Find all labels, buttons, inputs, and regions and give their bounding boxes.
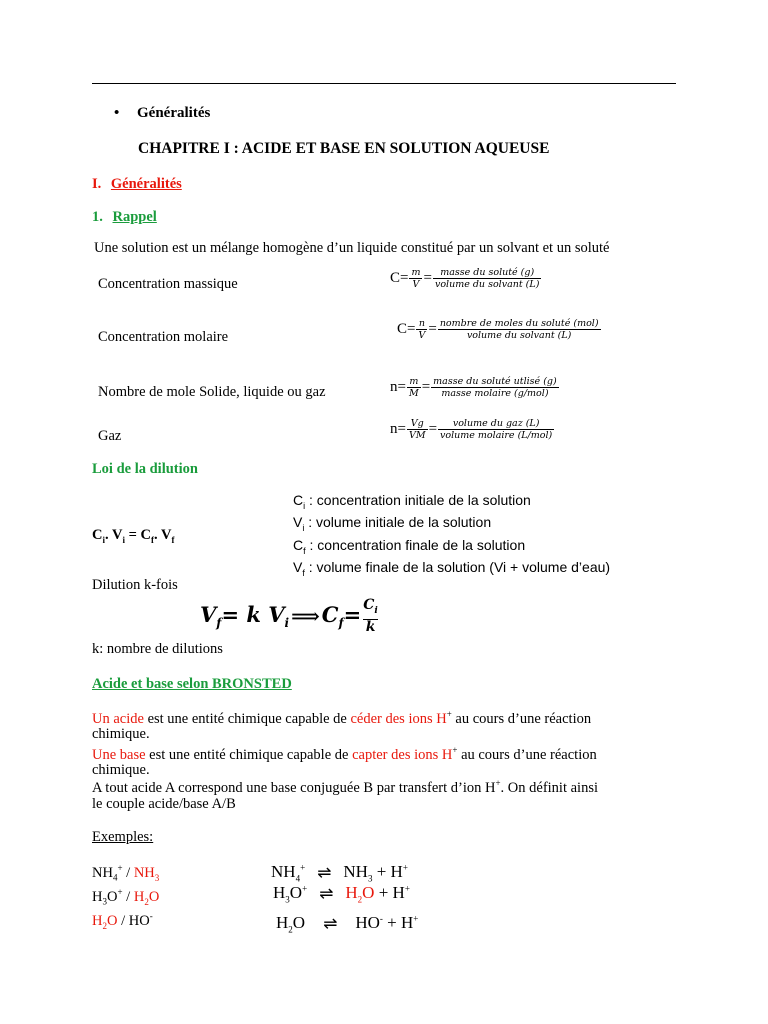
intro-text: Une solution est un mélange homogène d’un liquide constitué par un solvant et un soluté bbox=[94, 240, 610, 256]
equilibrium-nh4: $NH_4^+$ ⇌ $NH_3 + H^+$ bbox=[271, 862, 408, 884]
equilibrium-h2o: $H_2O$ ⇌ HO- + H+ bbox=[276, 913, 419, 935]
dilution-title: Loi de la dilution bbox=[92, 461, 198, 477]
base-definition: Une base est une entité chimique capable de capter des ions H+ au cours d’une réaction bbox=[92, 745, 597, 763]
definition-vi: $V_i$ : volume initiale de la solution bbox=[293, 514, 492, 534]
fraction: $\frac{\text{masse du soluté (g)}}{\text{volume du solvant (L)}}$ bbox=[434, 267, 540, 290]
bullet-heading bbox=[114, 105, 210, 122]
subsection-number: 1. bbox=[92, 209, 103, 225]
dilution-formula: $C_i$. $V_i = C_f$. $V_f$ bbox=[92, 527, 175, 545]
couple-h3o: $H_3O^+ / H_2O$ bbox=[92, 887, 160, 907]
fraction: $\frac{m}{M}$ bbox=[408, 376, 419, 399]
section-heading bbox=[92, 176, 182, 193]
couple-nh4: $NH_4^+ / NH_3$ bbox=[92, 863, 160, 883]
fraction: $\frac{\text{nombre de moles du soluté (mol)}}{\text{volume du solvant (L)}}$ bbox=[439, 318, 599, 341]
subsection-heading bbox=[92, 209, 157, 226]
fraction: $\frac{\text{masse du soluté utlisé (g)}}{\text{masse molaire (g/mol)}}$ bbox=[433, 376, 557, 399]
dilution-kfois: Dilution k-fois bbox=[92, 577, 178, 593]
formula-lhs: C= bbox=[397, 321, 416, 337]
fraction: $\frac{m}{V}$ bbox=[411, 267, 421, 290]
dilution-k-equation: $V_f= k$ $V_i$ ⟹ $C_f=$ $\frac{C_i}{k}$ bbox=[200, 597, 378, 635]
equilibrium-arrows-icon: ⇌ bbox=[319, 883, 334, 904]
bronsted-title: Acide et base selon BRONSTED bbox=[92, 676, 292, 692]
formula-gas: n= $\frac{Vg}{VM}$ = $\frac{\text{volume du gaz (L)}}{\text{volume molaire (L/mol)}}$ bbox=[390, 418, 553, 441]
base-definition-cont: chimique. bbox=[92, 762, 150, 778]
chapter-title: CHAPITRE I : ACIDE ET BASE EN SOLUTION AQUEUSE bbox=[138, 140, 550, 157]
section-number: I. bbox=[92, 176, 102, 192]
formula-label-molar: Concentration molaire bbox=[98, 329, 229, 345]
subsection-title: Rappel bbox=[112, 209, 157, 225]
fraction: $\frac{Vg}{VM}$ bbox=[408, 418, 426, 441]
formula-label-gas: Gaz bbox=[98, 428, 122, 444]
formula-mass: C= $\frac{m}{V}$ = $\frac{\text{masse du soluté (g)}}{\text{volume du solvant (L)}}$ bbox=[390, 267, 540, 290]
acid-definition: Un acide est une entité chimique capable de céder des ions H+ au cours d’une réaction bbox=[92, 709, 592, 727]
couple-text: A tout acide A correspond une base conjuguée B par transfert d’ion H+. On définit ainsi bbox=[92, 778, 599, 796]
couple-text-cont: le couple acide/base A/B bbox=[92, 796, 236, 812]
formula-label-mass: Concentration massique bbox=[98, 276, 238, 292]
formula-molar: C= $\frac{n}{V}$ = $\frac{\text{nombre de moles du soluté (mol)}}{\text{volume du solvant (L)}}$ bbox=[397, 318, 599, 341]
formula-moles: n= $\frac{m}{M}$ = $\frac{\text{masse du soluté utlisé (g)}}{\text{masse molaire (g/mol)}}$ bbox=[390, 376, 557, 399]
definition-cf: $C_f$ : concentration finale de la solution bbox=[293, 536, 526, 556]
fraction: $\frac{\text{volume du gaz (L)}}{\text{volume molaire (L/mol)}}$ bbox=[440, 418, 553, 441]
definition-vf: $V_f$ : volume finale de la solution (Vi + volume d’eau) bbox=[293, 558, 611, 578]
formula-lhs: n= bbox=[390, 421, 406, 437]
header-rule bbox=[92, 83, 676, 84]
dilution-definitions bbox=[293, 492, 610, 581]
couple-h2o: $H_2O / HO^-$ bbox=[92, 911, 153, 931]
section-title: Généralités bbox=[110, 176, 182, 192]
equilibrium-arrows-icon: ⇌ bbox=[317, 862, 332, 883]
definition-ci: $C_i$ : concentration initiale de la solution bbox=[293, 492, 531, 511]
k-note: k: nombre de dilutions bbox=[92, 641, 223, 657]
equilibrium-arrows-icon: ⇌ bbox=[323, 913, 338, 934]
formula-label-moles: Nombre de mole Solide, liquide ou gaz bbox=[98, 384, 326, 400]
equilibrium-h3o: $H_3O^+$ ⇌ $H_2O + H^+$ bbox=[273, 883, 410, 905]
fraction: $\frac{n}{V}$ bbox=[418, 318, 426, 341]
formula-lhs: n= bbox=[390, 379, 406, 395]
acid-definition-cont: chimique. bbox=[92, 726, 150, 742]
examples-title: Exemples: bbox=[92, 829, 154, 845]
bullet-glyph: • bbox=[114, 105, 120, 121]
formula-lhs: C= bbox=[390, 270, 409, 286]
bullet-text: Généralités bbox=[137, 105, 211, 121]
